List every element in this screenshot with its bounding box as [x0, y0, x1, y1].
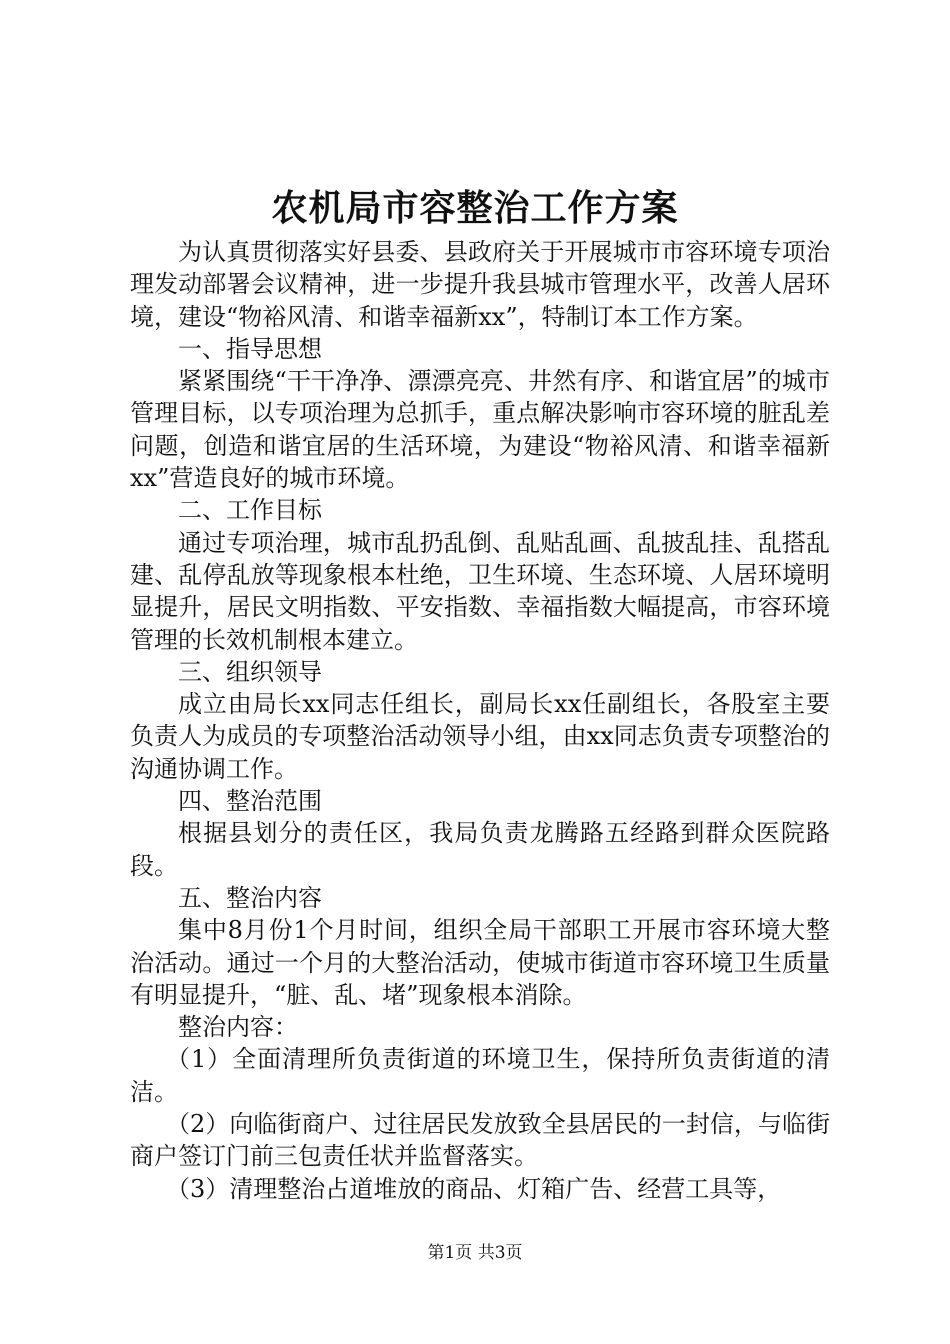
content-paragraph: 集中8月份1个月时间，组织全局干部职工开展市容环境大整治活动。通过一个月的大整治活动，使城市街道市容环境卫生质量有明显提升，“脏、乱、堵”现象根本消除。	[130, 916, 830, 1009]
section-heading-work-goals: 二、工作目标	[178, 496, 322, 525]
content-list-label: 整治内容：	[178, 1013, 298, 1042]
content-list-item: （3）清理整治占道堆放的商品、灯箱广告、经营工具等，	[166, 1174, 782, 1203]
intro-paragraph: 为认真贯彻落实好县委、县政府关于开展城市市容环境专项治理发动部署会议精神，进一步提升我县城市管理水平，改善人居环境，建设“物裕风清、和谐幸福新xx”，特制订本工作方案。	[130, 238, 830, 331]
scope-paragraph: 根据县划分的责任区，我局负责龙腾路五经路到群众医院路段。	[130, 819, 830, 880]
guiding-thought-paragraph: 紧紧围绕“干干净净、漂漂亮亮、井然有序、和谐宜居”的城市管理目标，以专项治理为总抓手，重点解决影响市容环境的脏乱差问题，创造和谐宜居的生活环境，为建设“物裕风清、和谐幸福新xx”营造良好的城市环境。	[130, 367, 830, 493]
page-footer: 第1页 共3页	[427, 1243, 523, 1263]
section-heading-content: 五、整治内容	[178, 883, 322, 912]
content-list-item: （2）向临街商户、过往居民发放致全县居民的一封信，与临街商户签订门前三包责任状并监督落实。	[130, 1110, 830, 1171]
section-heading-scope: 四、整治范围	[178, 787, 322, 816]
content-list-item: （1）全面清理所负责街道的环境卫生，保持所负责街道的清洁。	[130, 1045, 830, 1106]
section-heading-guiding-thought: 一、指导思想	[178, 334, 322, 363]
section-heading-organization: 三、组织领导	[178, 657, 322, 686]
document-title: 农机局市容整治工作方案	[271, 187, 679, 229]
work-goals-paragraph: 通过专项治理，城市乱扔乱倒、乱贴乱画、乱披乱挂、乱搭乱建、乱停乱放等现象根本杜绝，卫生环境、生态环境、人居环境明显提升，居民文明指数、平安指数、幸福指数大幅提高，市容环境管理的长效机制根本建立。	[130, 528, 830, 654]
organization-paragraph: 成立由局长xx同志任组长，副局长xx任副组长，各股室主要负责人为成员的专项整治活动领导小组，由xx同志负责专项整治的沟通协调工作。	[130, 690, 830, 783]
document-body	[130, 236, 830, 1205]
